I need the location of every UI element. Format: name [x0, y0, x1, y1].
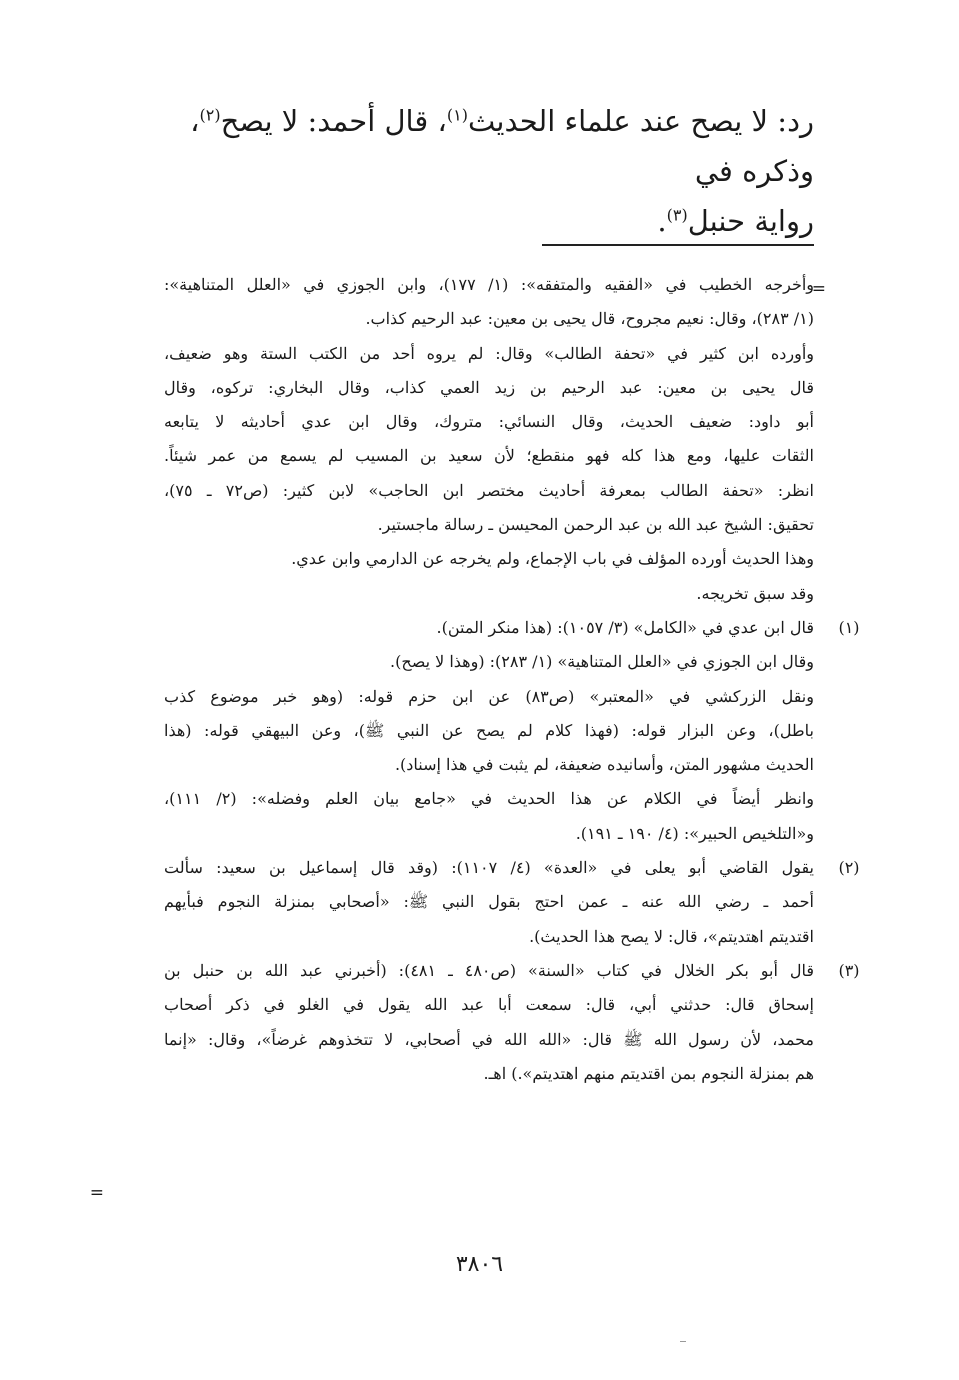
page-number: ٣٨٠٦ — [455, 1252, 504, 1277]
footnote-line: قال يحيى بن معين: عبد الرحيم بن زيد العمي كذاب، وقال البخاري: تركوه، وقال — [164, 377, 815, 397]
footnote-line: الحديث مشهور المتن، وأسانيده ضعيفة، لم يثبت في هذا إسناد). — [394, 755, 814, 775]
footnote-line: و«التلخيص الحبير»: (٤/ ١٩٠ ـ ١٩١). — [575, 823, 814, 843]
footnote-3 — [164, 954, 860, 1091]
footnote-line: هم بمنزلة النجوم بمن اقتديتم منهم اهتديتم».) اهـ. — [483, 1063, 814, 1083]
footnote-line: وانظر أيضاً في الكلام عن هذا الحديث في «جامع بيان العلم وفضله»: (٢/ ١١١)، — [164, 789, 814, 809]
footnote-line: وأورده ابن كثير في «تحفة الطالب» وقال: لم يروه أحد من الكتب الستة وهو ضعيف، — [164, 343, 814, 363]
footnote-line: تحقيق: الشيخ عبد الله بن عبد الرحمن المحيسن ـ رسالة ماجستير. — [377, 515, 814, 535]
footnote-line: باطل)، وعن البزار قوله: (فهذا كلام لم يصح عن النبي ﷺ)، وعن البيهقي قوله: (هذا — [164, 720, 814, 740]
footnote-continued — [164, 268, 814, 611]
main-text-line-2 — [114, 196, 814, 246]
footnote-line: قال أبو بكر الخلال في كتاب «السنة» (ص٤٨٠ ـ ٤٨١): (أخبرني عبد الله بن حنبل بن — [164, 960, 815, 980]
main-text-segment: . — [657, 204, 667, 238]
footnote-line: وقال ابن الجوزي في «العلل المتناهية» (١/ ٢٨٣): (وهذا لا يصح). — [390, 652, 814, 672]
footnote-line: وقد سبق تخريجه. — [696, 583, 814, 603]
footnote-line: إسحاق قال: حدثني أبي، قال: سمعت أبا عبد الله يقول في الغلو في ذكر أصحاب — [164, 995, 814, 1015]
footnote-line: (١/ ٢٨٣)، وقال: نعيم مجروح، قال يحيى بن معين: عبد الرحيم كذاب. — [365, 309, 814, 329]
footnote-ref-2: (٢) — [199, 105, 221, 125]
footnote-ref-1: (١) — [446, 105, 468, 125]
footnote-number: (١) — [838, 617, 860, 637]
footnotes-section — [164, 268, 860, 1091]
footnote-ref-3: (٣) — [666, 205, 688, 225]
footnote-line: أحمد ـ رضي الله عنه ـ عمن احتج بقول النبي ﷺ: «أصحابي بمنزلة النجوم فبأيهم — [164, 892, 814, 912]
continuation-mark-top: = — [811, 279, 826, 299]
footnote-line: انظر: «تحفة الطالب بمعرفة أحاديث مختصر ابن الحاجب» لابن كثير: (ص٧٢ ـ ٧٥)، — [164, 480, 814, 500]
footnote-divider — [542, 244, 814, 246]
footnote-line: يقول القاضي أبو يعلى في «العدة» (٤/ ١١٠٧): (وقد قال إسماعيل بن سعيد: سألت — [164, 858, 815, 878]
main-text-line-1 — [114, 96, 814, 196]
main-text — [114, 96, 814, 246]
footnote-line: وأخرجه الخطيب في «الفقيه والمتفقه»: (١/ ١٧٧)، وابن الجوزي في «العلل المتناهية»: — [164, 275, 815, 294]
footnote-2 — [164, 851, 860, 954]
footnote-line: قال ابن عدي في «الكامل» (٣/ ١٠٥٧): (هذا منكر المتن). — [436, 617, 814, 637]
footnote-number: (٣) — [838, 960, 860, 980]
scan-speck — [680, 1341, 686, 1342]
footnote-line: اقتديتم اهتديتم»، قال: لا يصح هذا الحديث). — [529, 926, 814, 946]
footnote-line: أبو داود: ضعيف الحديث، وقال النسائي: متروك، وقال ابن عدي أحاديثه لا يتابعه — [164, 412, 814, 432]
footnote-number: (٢) — [838, 858, 860, 878]
main-text-segment: رواية حنبل — [687, 204, 814, 238]
footnote-line: الثقات عليها، ومع هذا كله فهو منقطع؛ لأن سعيد بن المسيب لم يسمع من عمر شيئاً. — [164, 446, 814, 466]
continuation-mark-bottom: = — [89, 1183, 104, 1203]
footnote-line: محمد، لأن رسول الله ﷺ قال: «الله الله في أصحابي، لا تتخذوهم غرضاً»، وقال: «إنما — [164, 1029, 815, 1049]
footnote-line: ونقل الزركشي في «المعتبر» (ص٨٣) عن ابن حزم قوله: (وهو خبر موضوع كذب — [164, 686, 814, 706]
footnote-line: وهذا الحديث أورده المؤلف في باب الإجماع، ولم يخرجه عن الدارمي وابن عدي. — [291, 549, 814, 569]
main-text-segment: رد: لا يصح عند علماء الحديث — [467, 104, 814, 138]
main-text-segment: ، قال أحمد: لا يصح — [220, 104, 447, 138]
main-text-segment: ، وذكره في — [190, 104, 814, 188]
footnote-1 — [164, 611, 860, 851]
